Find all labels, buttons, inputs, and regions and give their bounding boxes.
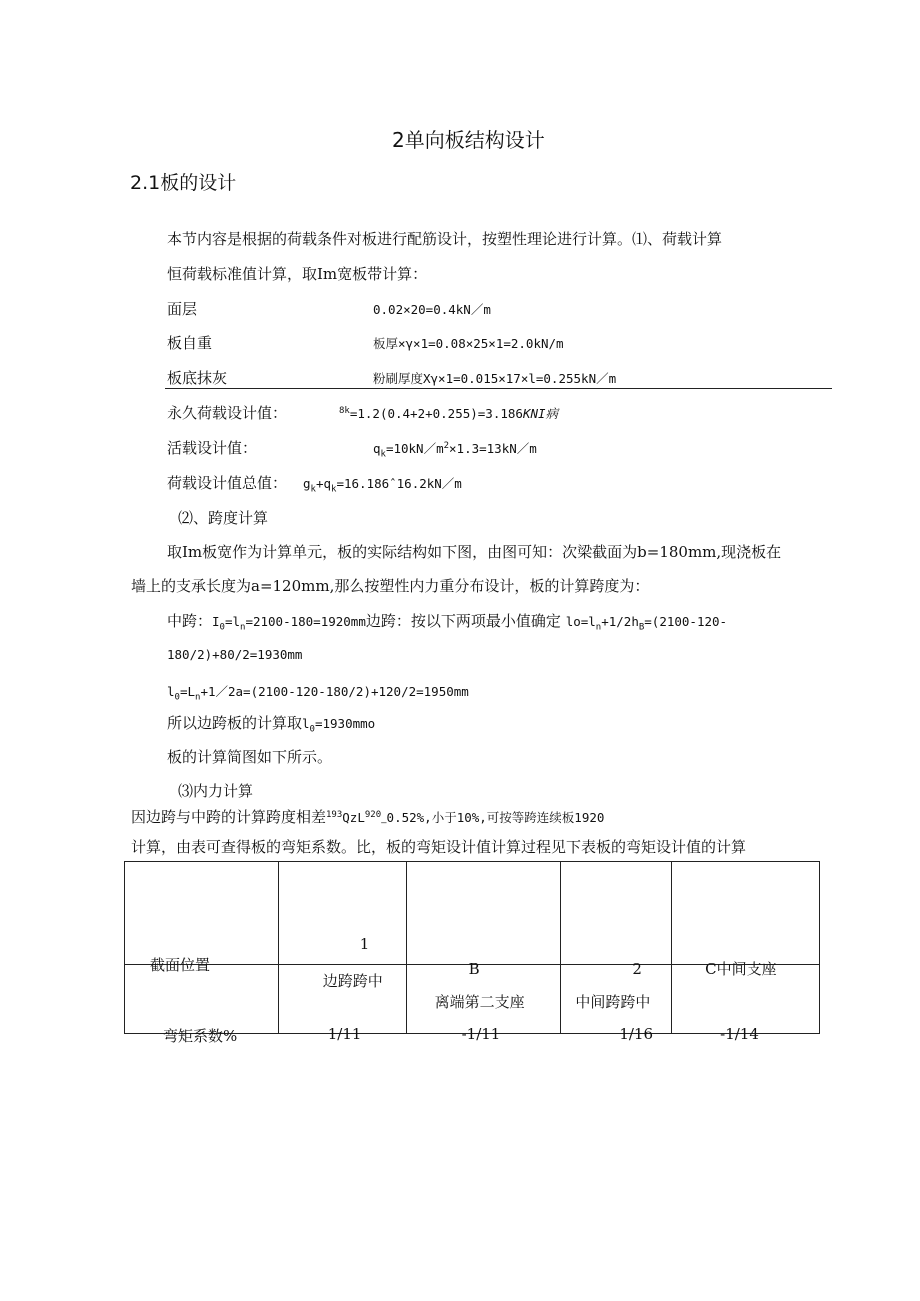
force-paragraph-1: 因边跨与中跨的计算跨度相差$^{193}$QzL$^{920}_—$0.52%,小于10%,可按等跨连续板1920 [131,808,605,829]
force-paragraph-2: 计算，由表可查得板的弯矩系数。比，板的弯矩设计值计算过程见下表板的弯矩设计值的计算 [131,838,747,856]
load-formula-selfweight: 板厚×γ×1=0.08×25×1=2.0kN/m [373,336,564,351]
permanent-label: 永久荷载设计值： [167,404,288,422]
moment-coefficient-table [124,861,820,1045]
sum-rule [165,388,832,389]
span-paragraph-1: 取Im板宽作为计算单元，板的实际结构如下图，由图可知：次梁截面为b=180mm,现浇板在 [167,543,782,561]
load-label-surface: 面层 [167,300,198,318]
table-header-col4: C中间支座 [672,862,820,965]
edge-span-continuation: 180/2)+80/2=1930mm [167,647,303,662]
choose-line: 所以边跨板的计算取$l_0=1930mmo$ [167,714,376,735]
load-formula-surface: 0.02×20=0.4kN／m [373,302,491,317]
table-cell: -1/14 [672,965,820,1034]
table-header-col3: 2 中间跨跨中 [561,862,672,965]
table-cell: 1/16 [561,965,672,1034]
dead-load-heading: 恒荷载标准值计算，取Im宽板带计算： [167,265,428,283]
table-header-col2: B 离端第二支座 [406,862,561,965]
load-label-selfweight: 板自重 [167,334,213,352]
table-header-cell: 截面位置 [125,862,279,965]
intro-paragraph: 本节内容是根据的荷载条件对板进行配筋设计，按塑性理论进行计算。⑴、荷载计算 [167,230,723,248]
load-formula-plaster: 粉刷厚度Xγ×1=0.015×17×l=0.255kN／m [373,371,617,386]
table-cell: 1/11 [278,965,406,1034]
load-label-plaster: 板底抹灰 [167,369,228,387]
total-label: 荷载设计值总值： [167,474,288,492]
force-heading: ⑶内力计算 [178,782,254,800]
table-row-label: 弯矩系数% [125,965,279,1034]
table-header-row [125,862,820,965]
span-heading: ⑵、跨度计算 [178,509,269,527]
table-cell: -1/11 [406,965,561,1034]
live-formula: $q_k=10kN/m^2\times 1.3=13kN/m$ [373,440,537,460]
page-title: 2单向板结构设计 [392,128,545,152]
section-heading: 2.1板的设计 [130,172,237,194]
l0-formula: $l_0=L_n+1/2a=(2100-120-180/2)+120/2=1950mm$ [167,684,469,703]
total-formula: $g_k+q_k=16.186ˆ16.2kN/m$ [303,476,462,495]
live-label: 活载设计值： [167,439,258,457]
mid-span-line: 中跨：$I_0=l_n=2100-180=1920mm$边跨：按以下两项最小值确定 $lo=l_n+1/2h_B=(2100-120-$ [167,612,728,633]
span-paragraph-2: 墙上的支承长度为a=120mm,那么按塑性内力重分布设计，板的计算跨度为： [131,577,650,595]
table-header-col1: 1 边跨跨中 [278,862,406,965]
diagram-caption: 板的计算简图如下所示。 [167,748,333,766]
permanent-formula: $^{8k}$=1.2(0.4+2+0.255)=3.186KNI病 [339,405,559,421]
